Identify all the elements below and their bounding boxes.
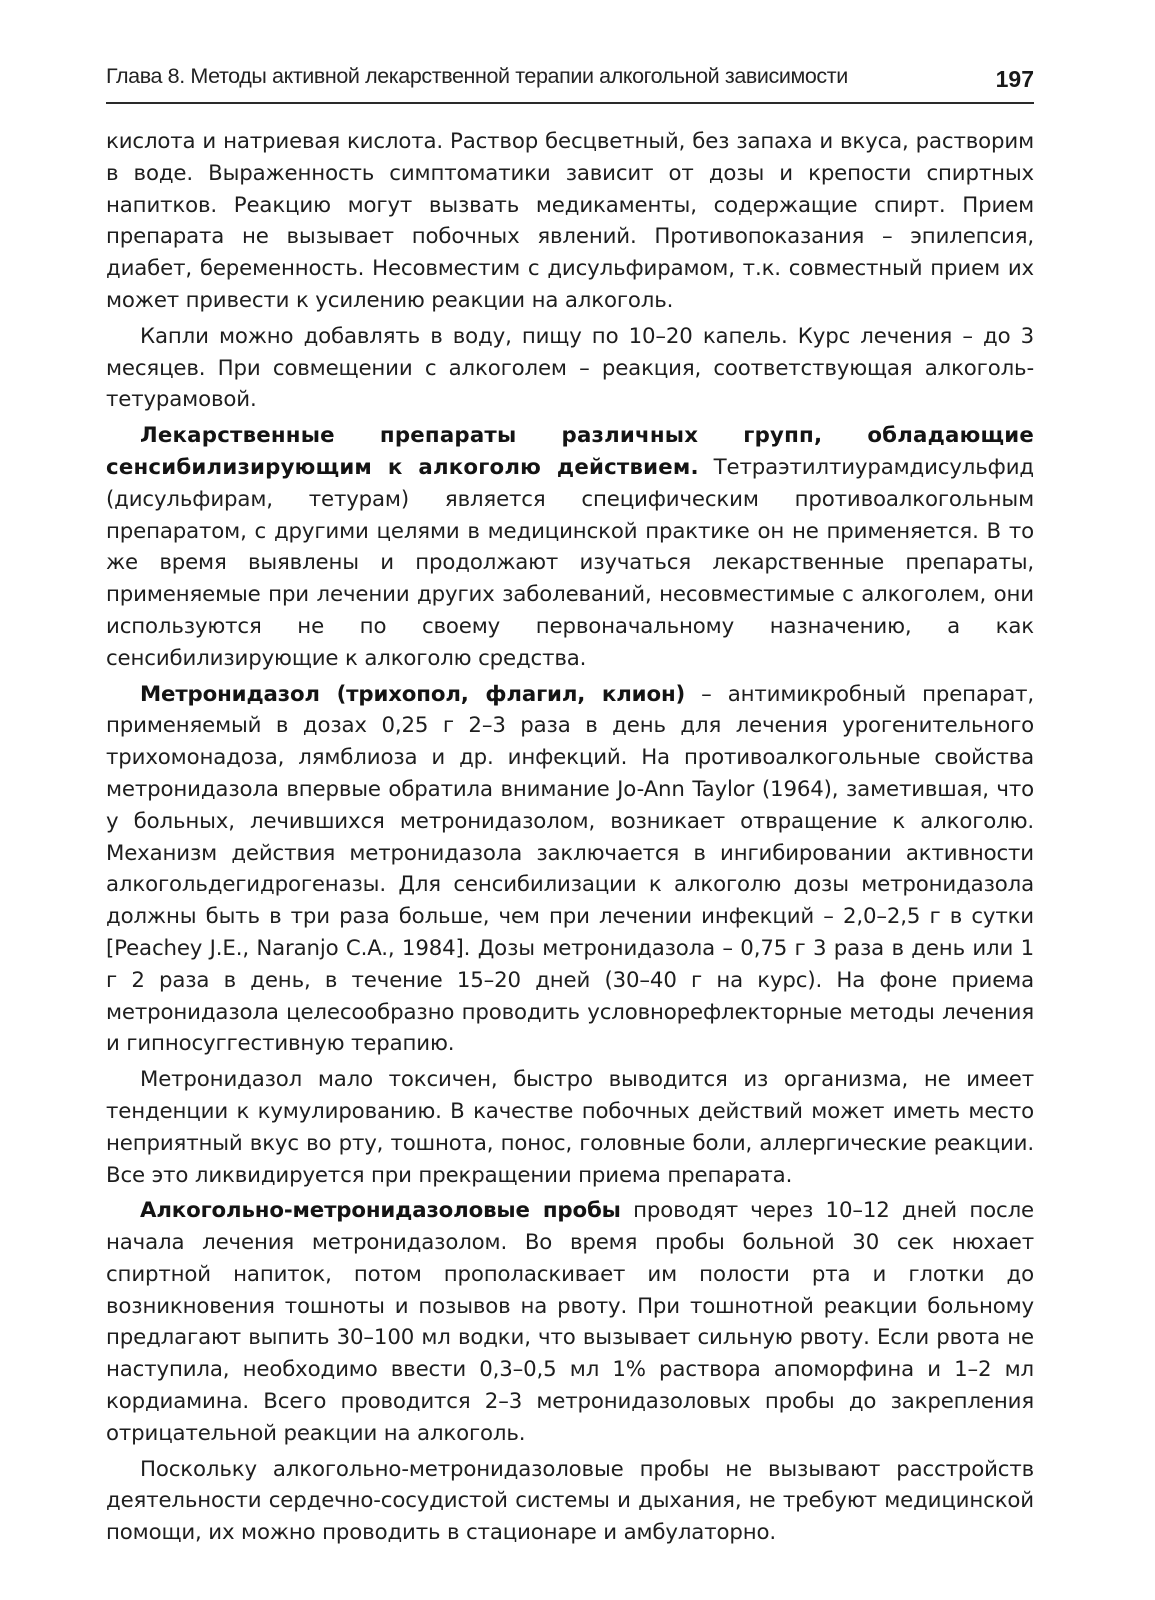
paragraph-text: Поскольку алкогольно-метронидазоловые пробы не вызывают расстройств деятельности сердечно-сосудистой системы и дыхания, не требуют медицинской помощи, их можно проводить в стационаре и амбулаторно.	[106, 1456, 1034, 1546]
chapter-title: Глава 8. Методы активной лекарственной терапии алкогольной зависимости	[106, 64, 848, 88]
paragraph	[106, 126, 1034, 317]
body-text	[106, 126, 1034, 1553]
paragraph	[106, 679, 1034, 1061]
page-number: 197	[995, 66, 1034, 92]
paragraph-text: – антимикробный препарат, применяемый в дозах 0,25 г 2–3 раза в день для лечения урогенительного трихомонадоза, лямблиоза и др. инфекций. На противоалкогольные свойства метронидазола впервые обратила внимание Jo-Ann Taylor (1964), заметившая, что у больных, лечившихся метронидазолом, возникает отвращение к алкоголю. Механизм действия метронидазола заключается в ингибировании активности алкогольдегидрогеназы. Для сенсибилизации к алкоголю дозы метронидазола должны быть в три раза больше, чем при лечении инфекций – 2,0–2,5 г в сутки [Peachey J.E., Naranjo C.A., 1984]. Дозы метронидазола – 0,75 г 3 раза в день или 1 г 2 раза в день, в течение 15–20 дней (30–40 г на курс). На фоне приема метронидазола целесообразно проводить условнорефлекторные методы лечения и гипносуггестивную терапию.	[106, 681, 1035, 1057]
paragraph-text: кислота и натриевая кислота. Раствор бесцветный, без запаха и вкуса, растворим в воде. Выраженность симптоматики зависит от дозы и крепости спиртных напитков. Реакцию могут вызвать медикаменты, содержащие спирт. Прием препарата не вызывает побочных явлений. Противопоказания – эпилепсия, диабет, беременность. Несовместим с дисульфирамом, т.к. совместный прием их может привести к усилению реакции на алкоголь.	[106, 129, 1034, 313]
paragraph-text: проводят через 10–12 дней после начала лечения метронидазолом. Во время пробы больной 30 сек нюхает спиртной напиток, потом прополаскивает им полости рта и глотки до возникновения тошноты и позывов на рвоту. При тошнотной реакции больному предлагают выпить 30–100 мл водки, что вызывает сильную рвоту. Если рвота не наступила, необходимо ввести 0,3–0,5 мл 1% раствора апоморфина и 1–2 мл кордиамина. Всего проводится 2–3 метронидазоловых пробы до закрепления отрицательной реакции на алкоголь.	[106, 1198, 1034, 1446]
paragraph	[106, 420, 1034, 674]
paragraph	[106, 1064, 1034, 1191]
paragraph-text: Тетраэтилтиурамдисульфид (дисульфирам, тетурам) является специфическим противоалкогольным препаратом, с другими целями в медицинской практике он не применяется. В то же время выявлены и продолжают изучаться лекарственные препараты, применяемые при лечении других заболеваний, несовместимые с алкоголем, они используются не по своему первоначальному назначению, а как сенсибилизирующие к алкоголю средства.	[106, 454, 1034, 671]
paragraph-lead: Лекарственные препараты различных групп, обладающие сенсибилизирующим к алкоголю действием.	[106, 423, 1034, 480]
paragraph-lead: Метронидазол (трихопол, флагил, клион)	[140, 681, 686, 707]
paragraph	[106, 1195, 1034, 1449]
paragraph-text: Метронидазол мало токсичен, быстро выводится из организма, не имеет тенденции к кумулированию. В качестве побочных действий может иметь место неприятный вкус во рту, тошнота, понос, головные боли, аллергические реакции. Все это ликвидируется при прекращении приема препарата.	[106, 1067, 1034, 1188]
paragraph-lead: Алкогольно-метронидазоловые пробы	[140, 1198, 621, 1224]
paragraph	[106, 1454, 1034, 1549]
paragraph	[106, 321, 1034, 416]
paragraph-text: Капли можно добавлять в воду, пищу по 10–20 капель. Курс лечения – до 3 месяцев. При совмещении с алкоголем – реакция, соответствующая алкоголь-тетурамовой.	[106, 323, 1034, 413]
running-header	[106, 58, 1034, 104]
